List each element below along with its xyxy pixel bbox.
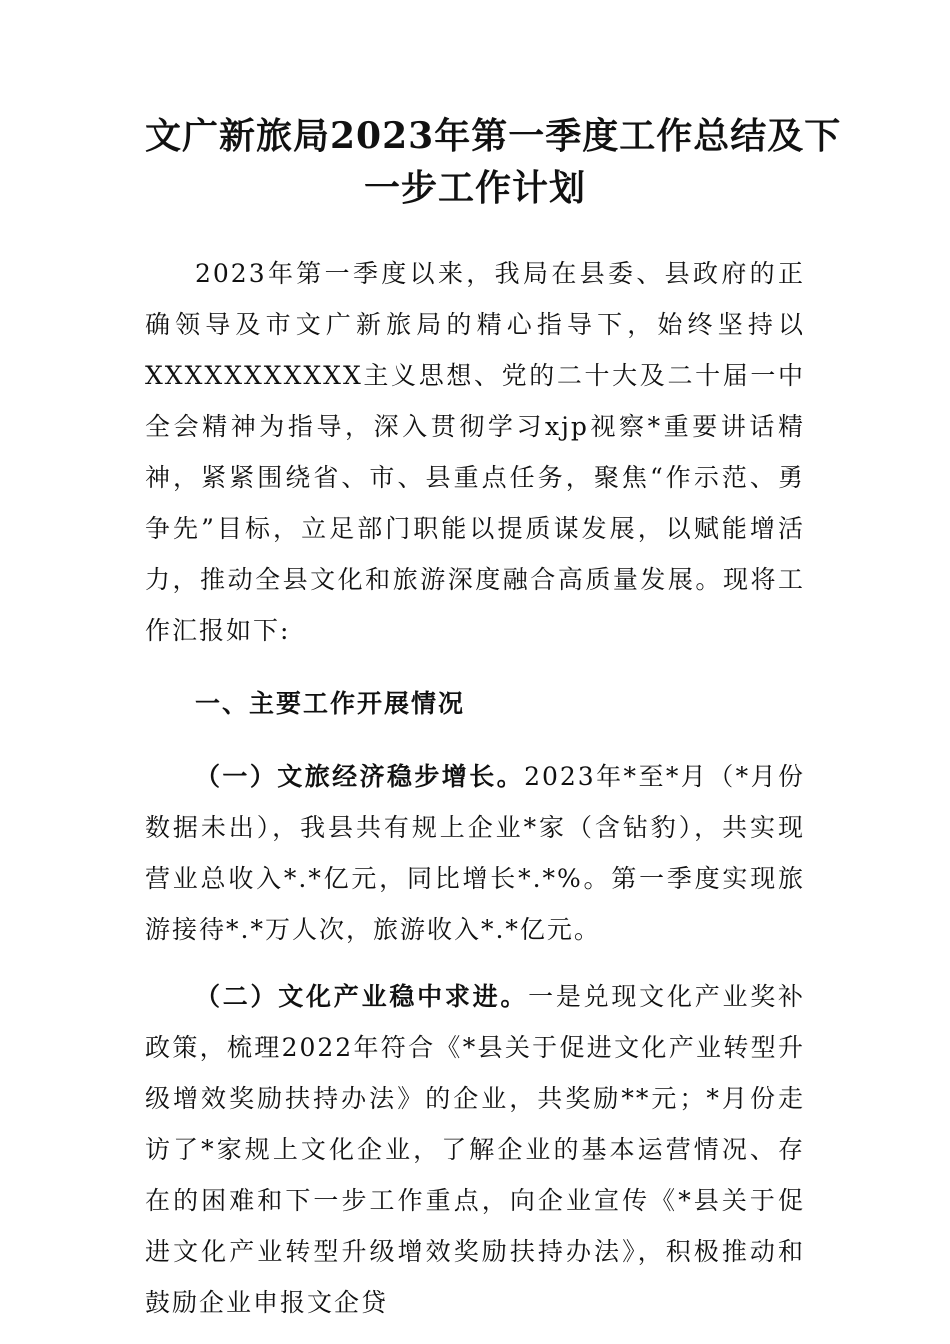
section-heading: 一、主要工作开展情况 bbox=[195, 689, 466, 718]
item-text-2: 一是兑现文化产业奖补政策，梳理2022年符合《*县关于促进文化产业转型升级增效奖励扶持办法》的企业，共奖励**元；*月份走访了*家规上文化企业，了解企业的基本运营情况、存在的困难和下一步工作重点，向企业宣传《*县关于促进文化产业转型升级增效奖励扶持办法》，积极推动和鼓励企业申报文企贷 bbox=[145, 982, 805, 1317]
item-lead-2: （二）文化产业稳中求进。 bbox=[195, 982, 529, 1011]
item-paragraph-2 bbox=[145, 971, 805, 1328]
title-line-2: 一步工作计划 bbox=[363, 167, 586, 209]
item-text-1: 2023年*至*月（*月份数据未出），我县共有规上企业*家（含钻豹），共实现营业总收入*.*亿元，同比增长*.*%。第一季度实现旅游接待*.*万人次，旅游收入*.*亿元。 bbox=[145, 762, 805, 944]
title-line-1: 文广新旅局2023年第一季度工作总结及下 bbox=[145, 115, 842, 157]
document-title bbox=[145, 110, 842, 214]
item-paragraph-1 bbox=[145, 751, 805, 955]
intro-paragraph: 2023年第一季度以来，我局在县委、县政府的正确领导及市文广新旅局的精心指导下，始终坚持以XXXXXXXXXXX主义思想、党的二十大及二十届一中全会精神为指导，深入贯彻学习xjp视察*重要讲话精神，紧紧围绕省、市、县重点任务，聚焦“作示范、勇争先”目标，立足部门职能以提质谋发展，以赋能增活力，推动全县文化和旅游深度融合高质量发展。现将工作汇报如下: bbox=[145, 259, 805, 645]
item-lead-1: （一）文旅经济稳步增长。 bbox=[195, 762, 525, 791]
document-body bbox=[145, 248, 805, 1328]
